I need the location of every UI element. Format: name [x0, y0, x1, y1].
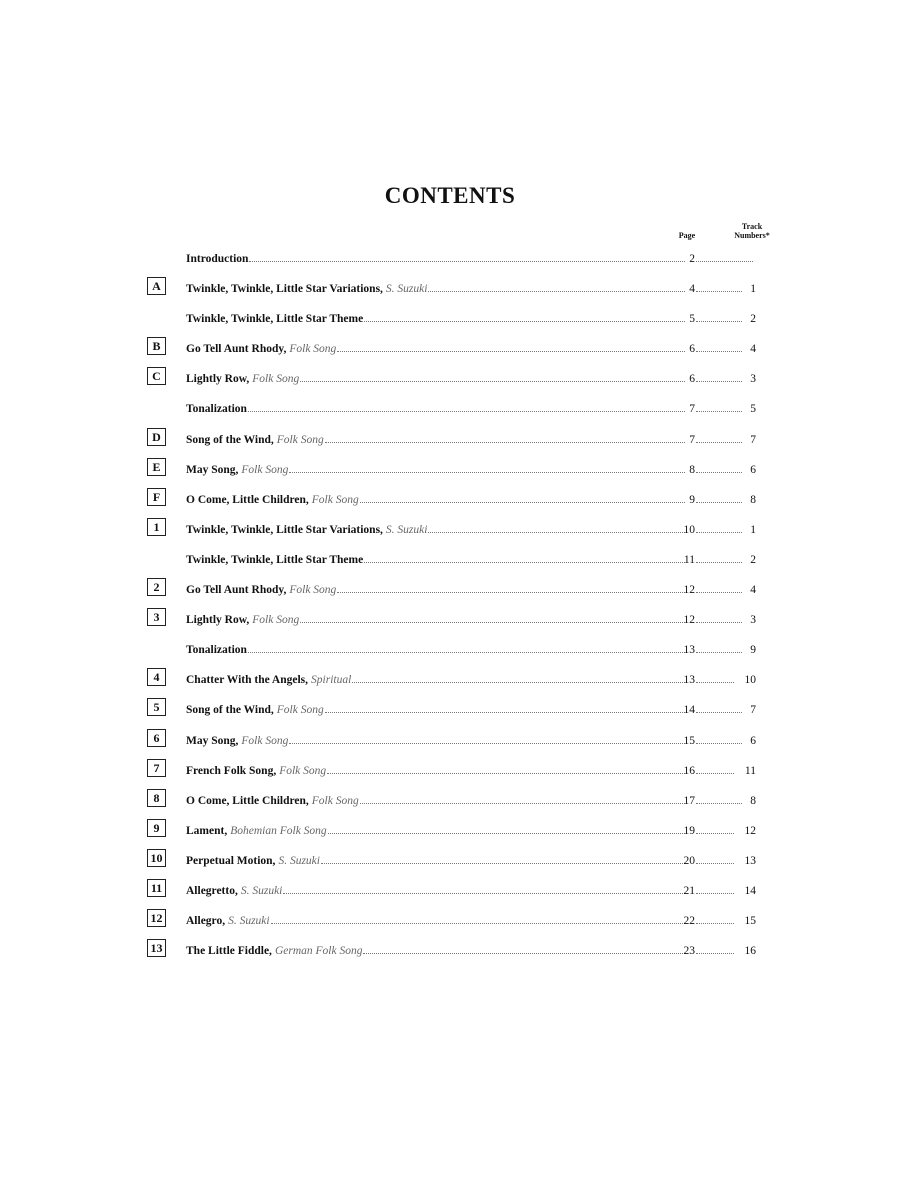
- contents-entry: [0, 872, 900, 902]
- dot-leader: [428, 532, 685, 533]
- entry-title: Twinkle, Twinkle, Little Star Variations,: [186, 283, 383, 296]
- contents-entry: [0, 360, 900, 390]
- dot-leader: [248, 411, 685, 412]
- track-dot-leader: [696, 803, 742, 804]
- entry-composer: Folk Song: [276, 704, 324, 717]
- entry-badge: 1: [147, 518, 166, 536]
- entry-text: [186, 277, 686, 295]
- entry-badge: [147, 247, 166, 265]
- entry-title: O Come, Little Children,: [186, 493, 309, 506]
- track-dot-leader: [696, 472, 742, 473]
- entry-page-number: 9: [689, 493, 695, 506]
- entry-track-number: 16: [744, 945, 756, 958]
- entry-title: The Little Fiddle,: [186, 945, 272, 958]
- contents-entry: [0, 511, 900, 541]
- track-dot-leader: [696, 411, 742, 412]
- entry-title: Song of the Wind,: [186, 704, 274, 717]
- contents-entry: [0, 842, 900, 872]
- dot-leader: [328, 833, 685, 834]
- entry-badge: [147, 638, 166, 656]
- entry-composer: Folk Song: [289, 584, 337, 597]
- entry-page-number: 23: [683, 945, 695, 958]
- entry-page-number: 12: [683, 614, 695, 627]
- track-header-line1: Track: [741, 222, 763, 231]
- dot-leader: [327, 773, 685, 774]
- entry-badge: 10: [147, 849, 166, 867]
- entry-page-number: 11: [683, 553, 695, 566]
- entry-track-number: 14: [744, 884, 756, 897]
- entry-title: Introduction: [186, 253, 249, 265]
- entry-text: [186, 789, 686, 807]
- entry-track-number: 1: [750, 523, 756, 536]
- entry-badge: 13: [147, 939, 166, 957]
- entry-badge: F: [147, 488, 166, 506]
- entry-composer: S. Suzuki: [385, 523, 428, 536]
- contents-entry: [0, 752, 900, 782]
- entry-composer: Folk Song: [311, 493, 359, 506]
- entry-composer: Folk Song: [279, 764, 327, 777]
- entry-text: [186, 458, 686, 476]
- entry-text: [186, 307, 686, 325]
- dot-leader: [363, 953, 685, 954]
- track-dot-leader: [696, 562, 742, 563]
- entry-text: [186, 428, 686, 446]
- entry-text: [186, 759, 686, 777]
- dot-leader: [289, 472, 685, 473]
- entry-text: [186, 608, 686, 626]
- track-header-line2: Numbers*: [734, 231, 770, 240]
- dot-leader: [271, 923, 685, 924]
- entry-track-number: 3: [750, 373, 756, 386]
- track-dot-leader: [696, 502, 742, 503]
- entry-track-number: 4: [750, 343, 756, 356]
- entry-badge: 12: [147, 909, 166, 927]
- entry-title: May Song,: [186, 734, 239, 747]
- entry-text: [186, 668, 686, 686]
- entry-page-number: 6: [689, 343, 695, 356]
- entry-text: [186, 939, 686, 957]
- contents-entry: [0, 812, 900, 842]
- entry-text: [186, 819, 686, 837]
- entry-page-number: 13: [683, 644, 695, 657]
- entry-badge: 6: [147, 729, 166, 747]
- entry-badge: E: [147, 458, 166, 476]
- entry-track-number: 15: [744, 915, 756, 928]
- contents-entry: [0, 300, 900, 330]
- dot-leader: [289, 743, 685, 744]
- entry-page-number: 19: [683, 824, 695, 837]
- track-dot-leader: [696, 652, 742, 653]
- entry-text: [186, 638, 686, 656]
- entry-text: [186, 367, 686, 385]
- contents-entry: [0, 270, 900, 300]
- track-dot-leader: [696, 321, 742, 322]
- entry-track-number: 2: [750, 313, 756, 326]
- entry-page-number: 22: [683, 915, 695, 928]
- dot-leader: [300, 622, 685, 623]
- entry-composer: Spiritual: [311, 674, 352, 687]
- dot-leader: [321, 863, 685, 864]
- entry-text: [186, 548, 686, 566]
- contents-entry: [0, 541, 900, 571]
- entry-title: Tonalization: [186, 644, 247, 657]
- contents-entry: [0, 722, 900, 752]
- contents-entry: [0, 390, 900, 420]
- entry-track-number: 9: [750, 644, 756, 657]
- track-dot-leader: [696, 682, 734, 683]
- entry-composer: Folk Song: [276, 433, 324, 446]
- entry-track-number: 7: [750, 704, 756, 717]
- entry-composer: Bohemian Folk Song: [230, 824, 327, 837]
- contents-entry: [0, 571, 900, 601]
- entry-composer: Folk Song: [289, 343, 337, 356]
- dot-leader: [248, 652, 685, 653]
- entry-track-number: 8: [750, 493, 756, 506]
- entry-page-number: 16: [683, 764, 695, 777]
- entry-composer: Folk Song: [311, 794, 359, 807]
- entry-page-number: 4: [689, 283, 695, 296]
- entry-track-number: 2: [750, 553, 756, 566]
- dot-leader: [364, 321, 685, 322]
- contents-entry: [0, 240, 900, 270]
- contents-entry: [0, 421, 900, 451]
- page-title: CONTENTS: [384, 183, 516, 208]
- track-dot-leader: [696, 863, 734, 864]
- track-dot-leader: [696, 833, 734, 834]
- entry-badge: [147, 397, 166, 415]
- entry-track-number: 5: [750, 403, 756, 416]
- dot-leader: [352, 682, 685, 683]
- entry-composer: S. Suzuki: [278, 854, 320, 867]
- track-dot-leader: [696, 532, 742, 533]
- entry-track-number: 10: [744, 674, 756, 687]
- dot-leader: [360, 502, 685, 503]
- entry-track-number: 6: [750, 463, 756, 476]
- entry-badge: B: [147, 337, 166, 355]
- page-column-header: Page: [678, 231, 696, 240]
- dot-leader: [325, 712, 685, 713]
- track-dot-leader: [696, 893, 734, 894]
- entry-page-number: 21: [683, 884, 695, 897]
- entry-track-number: [740, 247, 756, 265]
- dot-leader: [249, 261, 685, 262]
- entry-track-number: 3: [750, 614, 756, 627]
- entry-title: Twinkle, Twinkle, Little Star Theme: [186, 313, 364, 326]
- entry-composer: Folk Song: [241, 463, 289, 476]
- track-dot-leader: [696, 291, 742, 292]
- entry-page-number: 6: [689, 373, 695, 386]
- track-dot-leader: [696, 712, 742, 713]
- entry-badge: 4: [147, 668, 166, 686]
- entry-track-number: 11: [744, 764, 756, 777]
- dot-leader: [300, 381, 685, 382]
- entry-page-number: 5: [689, 313, 695, 326]
- entry-badge: [147, 548, 166, 566]
- entry-badge: 11: [147, 879, 166, 897]
- entry-badge: 5: [147, 698, 166, 716]
- entry-badge: A: [147, 277, 166, 295]
- entry-text: [186, 578, 686, 596]
- dot-leader: [360, 803, 685, 804]
- contents-entry: [0, 451, 900, 481]
- entry-text: [186, 729, 686, 747]
- track-dot-leader: [696, 773, 734, 774]
- entry-title: Perpetual Motion,: [186, 854, 276, 867]
- contents-list: [0, 240, 900, 962]
- contents-entry: [0, 691, 900, 721]
- entry-track-number: 1: [750, 283, 756, 296]
- contents-entry: [0, 932, 900, 962]
- contents-entry: [0, 782, 900, 812]
- entry-page-number: 10: [683, 523, 695, 536]
- entry-page-number: 14: [683, 704, 695, 717]
- dot-leader: [325, 442, 685, 443]
- entry-page-number: 12: [683, 584, 695, 597]
- entry-text: [186, 397, 686, 415]
- entry-track-number: 7: [750, 433, 756, 446]
- entry-track-number: 13: [744, 854, 756, 867]
- entry-badge: 9: [147, 819, 166, 837]
- entry-text: [186, 879, 686, 897]
- entry-badge: C: [147, 367, 166, 385]
- contents-entry: [0, 481, 900, 511]
- entry-title: Lightly Row,: [186, 373, 250, 386]
- entry-title: Twinkle, Twinkle, Little Star Variations,: [186, 523, 383, 536]
- entry-badge: 7: [147, 759, 166, 777]
- entry-composer: Folk Song: [252, 614, 300, 627]
- entry-text: [186, 698, 686, 716]
- track-dot-leader: [696, 622, 742, 623]
- entry-page-number: 8: [689, 463, 695, 476]
- entry-text: [186, 518, 686, 536]
- entry-composer: Folk Song: [252, 373, 300, 386]
- contents-entry: [0, 631, 900, 661]
- entry-title: Allegretto,: [186, 884, 238, 897]
- entry-badge: 3: [147, 608, 166, 626]
- contents-entry: [0, 330, 900, 360]
- entry-page-number: 17: [683, 794, 695, 807]
- track-dot-leader: [696, 381, 742, 382]
- entry-track-number: 4: [750, 584, 756, 597]
- entry-track-number: 12: [744, 824, 756, 837]
- entry-page-number: 20: [683, 854, 695, 867]
- track-dot-leader: [696, 953, 734, 954]
- contents-entry: [0, 661, 900, 691]
- entry-text: [186, 849, 686, 867]
- entry-title: Lament,: [186, 824, 228, 837]
- track-dot-leader: [696, 442, 742, 443]
- entry-text: [186, 488, 686, 506]
- entry-title: Song of the Wind,: [186, 433, 274, 446]
- entry-text: [186, 909, 686, 927]
- entry-text: [186, 337, 686, 355]
- track-column-header: [722, 222, 782, 240]
- entry-title: Go Tell Aunt Rhody,: [186, 343, 287, 356]
- entry-page-number: 13: [683, 674, 695, 687]
- entry-badge: 8: [147, 789, 166, 807]
- entry-badge: [147, 307, 166, 325]
- track-dot-leader: [696, 923, 734, 924]
- entry-composer: German Folk Song: [274, 945, 363, 958]
- entry-track-number: 8: [750, 794, 756, 807]
- dot-leader: [337, 592, 685, 593]
- entry-title: French Folk Song,: [186, 764, 277, 777]
- dot-leader: [364, 562, 685, 563]
- entry-title: O Come, Little Children,: [186, 794, 309, 807]
- entry-badge: D: [147, 428, 166, 446]
- entry-title: Go Tell Aunt Rhody,: [186, 584, 287, 597]
- entry-composer: S. Suzuki: [228, 915, 270, 928]
- entry-page-number: 7: [689, 433, 695, 446]
- track-dot-leader: [696, 743, 742, 744]
- track-dot-leader: [696, 592, 742, 593]
- entry-composer: Folk Song: [241, 734, 289, 747]
- dot-leader: [428, 291, 685, 292]
- entry-badge: 2: [147, 578, 166, 596]
- contents-entry: [0, 902, 900, 932]
- dot-leader: [337, 351, 685, 352]
- entry-page-number: 2: [689, 253, 695, 265]
- entry-page-number: 15: [683, 734, 695, 747]
- entry-title: Allegro,: [186, 915, 226, 928]
- entry-title: Lightly Row,: [186, 614, 250, 627]
- entry-title: May Song,: [186, 463, 239, 476]
- entry-composer: S. Suzuki: [240, 884, 283, 897]
- entry-title: Twinkle, Twinkle, Little Star Theme: [186, 553, 364, 566]
- track-dot-leader: [696, 351, 742, 352]
- contents-entry: [0, 601, 900, 631]
- entry-title: Chatter With the Angels,: [186, 674, 309, 687]
- entry-page-number: 7: [689, 403, 695, 416]
- entry-title: Tonalization: [186, 403, 247, 416]
- dot-leader: [283, 893, 685, 894]
- entry-composer: S. Suzuki: [385, 283, 428, 296]
- entry-track-number: 6: [750, 734, 756, 747]
- entry-text: [186, 247, 686, 265]
